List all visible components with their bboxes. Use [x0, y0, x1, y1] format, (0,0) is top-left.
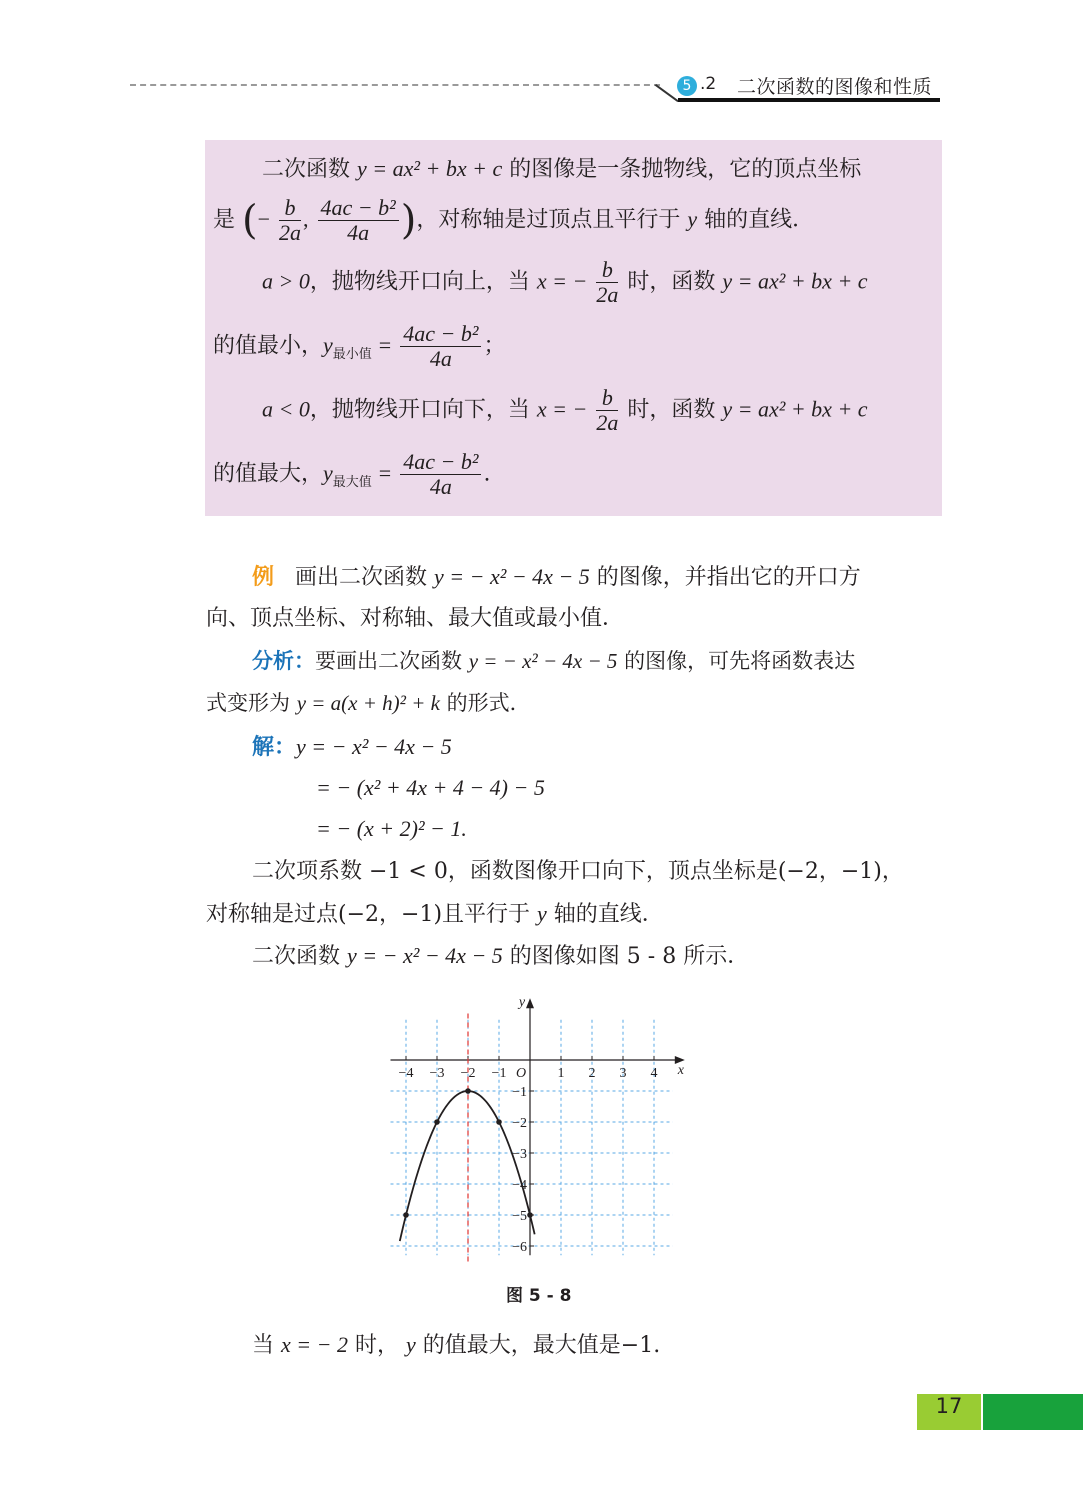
left-paren: (: [242, 197, 258, 244]
analysis-line-2: [206, 688, 531, 718]
marked-point: [403, 1212, 409, 1218]
condition: a > 0: [262, 268, 310, 294]
formula: y = ax² + bx + c: [722, 396, 868, 422]
y-tick-label: −6: [512, 1240, 527, 1255]
paragraph-line-3: [252, 941, 749, 972]
text: .: [483, 461, 491, 487]
section-number: .2: [700, 74, 717, 94]
text: 时，: [354, 1333, 399, 1358]
subscript: 最大值: [332, 474, 372, 490]
variable: y: [687, 206, 698, 232]
condition: a < 0: [262, 396, 310, 422]
text: 二次函数: [252, 944, 341, 969]
example-line-2: 向、顶点坐标、对称轴、最大值或最小值．: [206, 606, 625, 631]
parabola-graph: [384, 995, 694, 1265]
x-axis-label: x: [677, 1063, 684, 1078]
text: 的值最大，最大值是−1.: [422, 1333, 661, 1358]
figure-caption: 图 5 - 8: [506, 1286, 572, 1306]
formula: y = a(x + h)² + k: [296, 691, 440, 715]
variable: y: [323, 460, 333, 486]
origin-label: O: [515, 1066, 527, 1081]
text: 的图像，可先将函数表达: [624, 649, 856, 673]
text: 的图像是一条抛物线，它的顶点坐标: [509, 157, 862, 182]
header-underline: [678, 98, 940, 102]
y-tick-label: −5: [512, 1209, 527, 1224]
x-tick-label: −3: [429, 1066, 445, 1081]
y-tick-label: −2: [512, 1116, 527, 1131]
x-tick-label: −4: [398, 1066, 414, 1081]
equals: =: [378, 332, 392, 358]
solution-line-3: = − (x + 2)² − 1.: [316, 816, 467, 841]
y-tick-label: −4: [512, 1178, 527, 1193]
header-dashed-rule: [130, 84, 660, 86]
variable: y: [406, 1332, 416, 1357]
theorem-line-5: [262, 386, 868, 440]
marked-point: [527, 1212, 533, 1218]
theorem-line-6: [213, 450, 490, 504]
section-badge: 5: [677, 76, 697, 96]
formula: x = −: [536, 268, 588, 294]
formula: y = ax² + bx + c: [357, 156, 503, 181]
marked-point: [465, 1088, 471, 1094]
text: 时，函数: [627, 269, 716, 295]
section-title: 二次函数的图像和性质: [737, 76, 933, 98]
example-label: 例: [252, 565, 275, 590]
solution-line-1: [252, 732, 452, 763]
formula: x = −: [536, 396, 588, 422]
text: ，抛物线开口向上，当: [309, 269, 530, 295]
marked-point: [434, 1119, 440, 1125]
text: 的值最大，: [213, 461, 324, 487]
text: 轴的直线．: [704, 207, 815, 233]
text: ；: [483, 333, 506, 359]
conclusion-line: [252, 1330, 660, 1361]
analysis-label: 分析：: [252, 649, 315, 673]
theorem-line-3: [262, 258, 868, 312]
theorem-box: [205, 140, 942, 516]
analysis-line-1: [252, 646, 855, 676]
paragraph-line-2: [206, 899, 664, 930]
text: 是: [213, 207, 236, 233]
subscript: 最小值: [332, 346, 372, 362]
right-paren: ): [400, 197, 417, 244]
text: 时，函数: [627, 397, 716, 423]
text: ，抛物线开口向下，当: [309, 397, 530, 423]
formula: y = − x² − 4x − 5: [434, 564, 590, 589]
theorem-line-2: 是 (− $\frac{b}{2a}$ , $\frac{\text{4ac − b²}}{4a}$ )，对称轴是过顶点且平行于 y 轴的直线．: [213, 195, 815, 245]
fraction-b-over-2a: $\frac{b}{2a}$: [279, 195, 302, 245]
text: 的图像，并指出它的开口方: [596, 565, 861, 590]
fraction-4ac-b2-over-4a: $\frac{\text{4ac − b²}}{4a}$: [400, 450, 481, 499]
y-tick-label: −3: [512, 1147, 527, 1162]
fraction-4ac-b2-over-4a: $\frac{\text{4ac − b²}}{4a}$: [318, 196, 399, 245]
text: ，对称轴是过顶点且平行于: [416, 207, 681, 233]
x-tick-label: 3: [619, 1066, 627, 1081]
axes: [391, 998, 685, 1265]
text: 要画出二次函数: [315, 649, 462, 673]
formula: y = ax² + bx + c: [722, 268, 868, 294]
page-number: 17: [935, 1394, 963, 1418]
marked-point: [496, 1119, 502, 1125]
x-tick-label: −1: [491, 1066, 507, 1081]
formula: y = − x² − 4x − 5: [468, 649, 618, 673]
x-tick-label: 2: [588, 1066, 596, 1081]
y-tick-label: −1: [512, 1085, 527, 1100]
variable: y: [323, 332, 333, 358]
equals: =: [378, 460, 392, 486]
text: 当: [252, 1333, 275, 1358]
paragraph-line-1: 二次项系数 −1 < 0，函数图像开口向下，顶点坐标是(−2，−1)，: [252, 859, 904, 884]
fraction-b-over-2a: $\frac{b}{2a}$: [596, 385, 619, 435]
tick-labels: [399, 995, 685, 1255]
text: 的值最小，: [213, 333, 324, 359]
fraction-4ac-b2-over-4a: $\frac{\text{4ac − b²}}{4a}$: [400, 322, 481, 371]
x-tick-label: 1: [557, 1066, 565, 1081]
y-axis-label: y: [518, 995, 526, 1011]
theorem-line-4: [213, 322, 505, 376]
formula: x = − 2: [281, 1332, 348, 1357]
text: 画出二次函数: [295, 565, 428, 590]
text: 式变形为: [206, 691, 290, 715]
text: 对称轴是过点(−2，−1)且平行于: [206, 902, 531, 927]
formula: y = − x² − 4x − 5: [347, 943, 503, 968]
x-tick-label: 4: [650, 1066, 658, 1081]
variable: y: [537, 901, 547, 926]
text: 的图像如图 5 - 8 所示．: [509, 944, 750, 969]
text: 的形式．: [446, 691, 531, 715]
page-color-bar: [983, 1394, 1083, 1430]
x-tick-label: −2: [460, 1066, 476, 1081]
solution-label: 解：: [252, 735, 297, 760]
example-line-1: [252, 562, 861, 593]
theorem-line-1: [262, 154, 861, 185]
solution-line-2: = − (x² + 4x + 4 − 4) − 5: [316, 775, 545, 800]
text: 二次函数: [262, 157, 351, 182]
y-axis-arrow: [526, 998, 534, 1008]
text: 轴的直线．: [553, 902, 664, 927]
fraction-b-over-2a: $\frac{b}{2a}$: [596, 257, 619, 307]
header-slash: [655, 84, 679, 102]
formula: y = − x² − 4x − 5: [296, 734, 452, 759]
